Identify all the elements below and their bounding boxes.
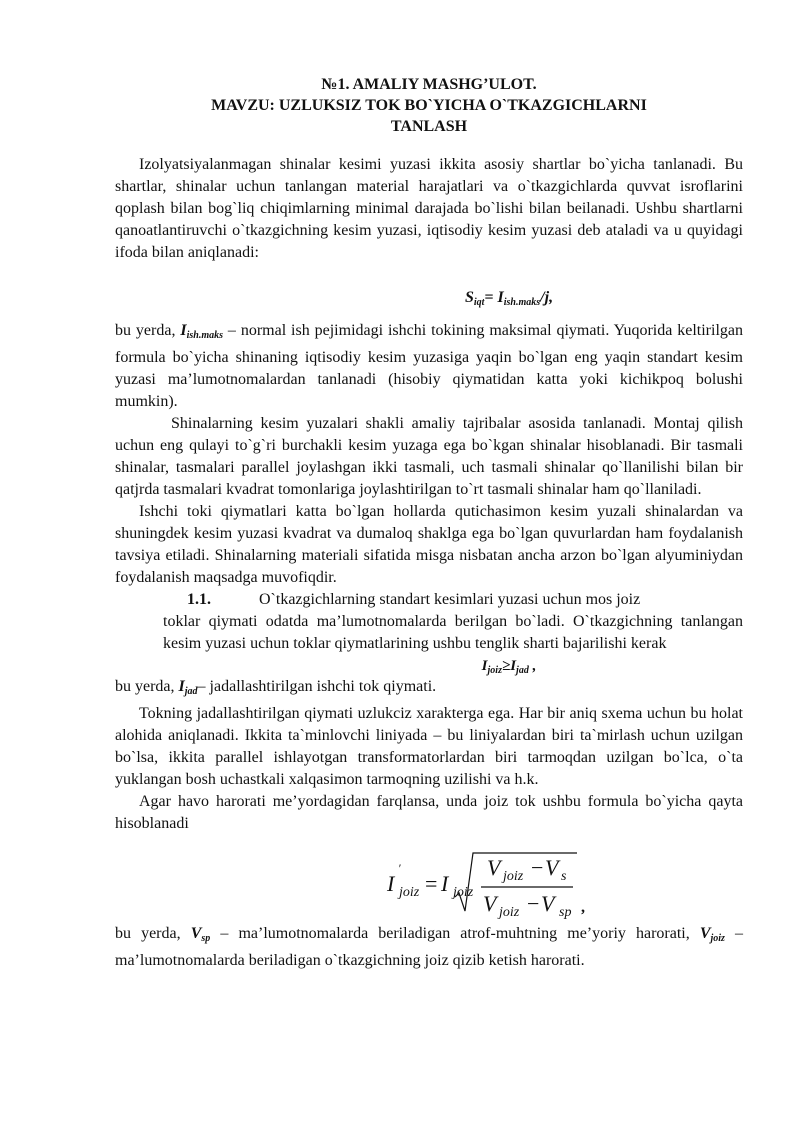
formula3-num-v1: V	[487, 855, 501, 880]
paragraph-shapes: Shinalarning kesim yuzalari shakli amaliy tajribalar asosida tanlanadi. Montaj qilish uchun eng qulayi to`g`ri burchakli kesim yuzaga ega bo`kgan shinalar hisoblanadi. Bir tasmali shinalar, tasmalari parallel joylashgan ikki tasmali, uch tasmali shinalar qo`llanilishi bilan bir qatjrda tasmalari kvadrat tomonlariga joylashtirilgan to`rt tasmali shinalar ham qo`llaniladi.	[115, 415, 743, 498]
formula3-comma: ,	[581, 899, 585, 916]
para2-lead: bu yerda,	[115, 322, 181, 339]
formula-temperature-correction	[115, 841, 743, 923]
formula2-i2: I	[510, 658, 517, 674]
document-title	[115, 74, 743, 137]
formula3-num-minus: −	[531, 855, 544, 880]
formula2-tail: ,	[528, 658, 537, 674]
document-page	[115, 74, 743, 972]
para5-lead: bu yerda,	[115, 678, 179, 695]
para5-text: – jadallashtirilgan ishchi tok qiymati.	[197, 678, 437, 695]
formula3-lhs-sub: joiz	[399, 885, 420, 900]
formula1-i: I	[497, 289, 504, 306]
para5-var-sub: jad	[184, 686, 198, 697]
formula1-s: S	[464, 289, 474, 306]
paragraph-forced-current: Tokning jadallashtirilgan qiymati uzlukciz xarakterga ega. Har bir aniq sxema uchun bu holat alohida aniqlanadi. Ikkita ta`minlovchi liniyada – bu liniyalardan biri ta`mirlash uchun uzilgan bo`lsa, ikkita parallel ishlayotgan transformatorlardan biri tarmoqdan uzilgan bo`lca, o`ta yuklangan bosh uchastkali xalqasimon tarmoqning uzilishi va h.k.	[115, 705, 743, 788]
numbered-item-1-1	[163, 589, 743, 655]
formula3-num-v2-sub: s	[561, 869, 567, 884]
formula1-i-sub: ish.maks	[503, 297, 541, 308]
paragraph-definition-ijad	[115, 676, 743, 703]
formula2-ge: ≥	[501, 658, 511, 674]
formula3-den-v2-sub: sp	[559, 905, 572, 920]
formula3-num-v1-sub: joiz	[503, 869, 524, 884]
para2-var: I	[180, 322, 187, 339]
para5-var: I	[178, 678, 185, 695]
title-line-2: MAVZU: UZLUKSIZ TOK BO`YICHA O`TKAZGICHLARNI	[211, 97, 647, 114]
para2-text: – normal ish pejimidagi ishchi tokining maksimal qiymati. Yuqorida keltirilgan formula bo`yicha shinaning iqtisodiy kesim yuzasiga yaqin bo`lgan eng yaqin standart kesim yuzasi ma’lumotnomalardan tanlanadi (hisobiy qiymatidan katta yoki kichikpoq bolushi mumkin).	[115, 322, 744, 410]
formula3-den-minus: −	[527, 891, 540, 916]
formula2-i1-sub: joiz	[487, 665, 502, 676]
formula1-eq: =	[484, 289, 498, 306]
para8-var1: V	[190, 925, 202, 942]
formula3-body	[387, 841, 587, 923]
para8-var1-sub: sp	[201, 933, 211, 944]
formula1-s-sub: iqt	[473, 297, 485, 308]
para2-var-sub: ish.maks	[186, 330, 223, 341]
formula3-rhs-sub: joiz	[453, 885, 474, 900]
paragraph-intro: Izolyatsiyalanmagan shinalar kesimi yuzasi ikkita asosiy shartlar bo`yicha tanlanadi. Bu shartlar, shinalar uchun tanlangan material harajatlari va o`tkazgichlarda quvvat isroflarini qoplash bilan bog`liq chiqimlarning minimal darajada bo`lishi bilan beilanadi. Ushbu shartlarni qanoatlantiruvchi o`tkazgichning kesim yuzasi, iqtisodiy kesim yuzasi deb ataladi va u quyidagi ifoda bilan aniqlanadi:	[115, 156, 743, 261]
title-line-1: №1. AMALIY MASHG’ULOT.	[321, 76, 537, 93]
formula2-i2-sub: jad	[516, 665, 529, 676]
formula1-rest: /j,	[540, 289, 554, 306]
paragraph-definition-temps	[115, 923, 743, 972]
formula3-num-v2: V	[545, 855, 559, 880]
title-line-3: TANLASH	[390, 118, 468, 135]
para8-lead: bu yerda,	[115, 925, 191, 942]
formula3-lhs: I	[387, 871, 395, 896]
formula3-den-v1-sub: joiz	[499, 905, 520, 920]
para8-text2: – ma’lumotnomalarda beriladigan o`tkazgichning joiz qizib ketish harorati.	[115, 925, 744, 969]
formula3-rhs: I	[441, 871, 449, 896]
formula2-i1: I	[481, 658, 488, 674]
para8-text1: – ma’lumotnomalarda beriladigan atrof-muhtning me’yoriy harorati,	[210, 925, 700, 942]
item-line-1: O`tkazgichlarning standart kesimlari yuzasi uchun mos joiz	[259, 591, 641, 608]
formula-economic-section	[275, 289, 743, 308]
paragraph-definition-imax	[115, 320, 743, 413]
para8-var2: V	[699, 925, 711, 942]
item-number: 1.1.	[187, 591, 211, 608]
item-rest: toklar qiymati odatda ma’lumotnomalarda berilgan bo`ladi. O`tkazgichning tanlangan kesim yuzasi uchun toklar qiymatlarining ushbu tenglik sharti bajarilishi kerak	[163, 613, 743, 652]
paragraph-temperature: Agar havo harorati me’yordagidan farqlansa, unda joiz tok ushbu formula bo`yicha qayta hisoblanadi	[115, 793, 743, 832]
formula3-den-v1: V	[483, 891, 497, 916]
para8-var2-sub: joiz	[710, 933, 725, 944]
formula3-prime: ′	[398, 861, 401, 875]
formula-current-condition	[275, 658, 743, 676]
formula3-den-v2: V	[541, 891, 555, 916]
formula3-eq: =	[425, 871, 438, 896]
paragraph-materials: Ishchi toki qiymatlari katta bo`lgan hollarda qutichasimon kesim yuzali shinalardan va shuningdek kesim yuzasi kvadrat va dumaloq shaklga ega bo`lgan quvurlardan ham foydalanish tavsiya etiladi. Shinalarning materiali sifatida misga nisbatan ancha arzon bo`lgan alyuminiydan foydalanish maqsadga muvofiqdir.	[115, 503, 743, 586]
